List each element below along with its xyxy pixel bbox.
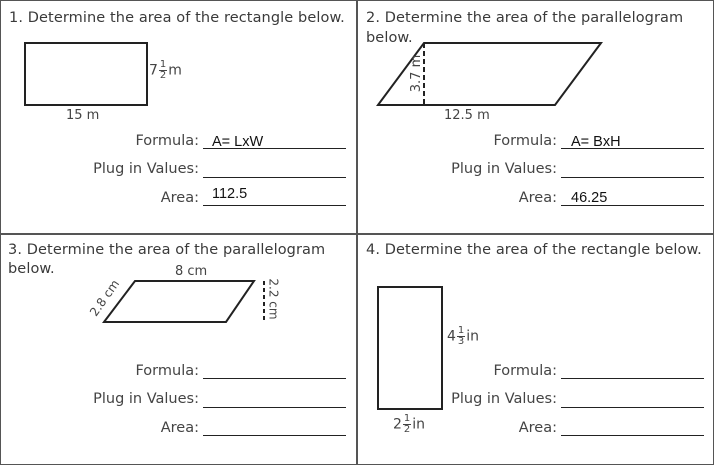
problem-3-area-label: Area: bbox=[160, 420, 199, 436]
problem-1-rectangle bbox=[25, 43, 147, 105]
problem-1-plug-blank[interactable] bbox=[203, 177, 346, 178]
problem-2-plug-label: Plug in Values: bbox=[451, 161, 557, 177]
problem-1-area-label: Area: bbox=[160, 190, 199, 206]
problem-2-formula-answer: A= BxH bbox=[571, 134, 621, 150]
problem-3-parallelogram bbox=[104, 281, 254, 322]
problem-2-question-line2: below. bbox=[366, 30, 413, 46]
problem-4-height-label: 4 $\frac{1}{3}$ in bbox=[447, 325, 480, 347]
problem-4-plug-blank[interactable] bbox=[561, 407, 704, 408]
problem-3-formula-blank[interactable] bbox=[203, 378, 346, 379]
problem-3-formula-label: Formula: bbox=[135, 363, 199, 379]
problem-3-height-label: 2.2 cm bbox=[266, 278, 281, 320]
problem-4-rectangle bbox=[378, 287, 442, 409]
problem-2-formula-label: Formula: bbox=[493, 133, 557, 149]
problem-3-area-blank[interactable] bbox=[203, 435, 346, 436]
problem-2-question-line1: 2. Determine the area of the parallelogram bbox=[366, 10, 684, 26]
problem-1-question: 1. Determine the area of the rectangle below. bbox=[9, 10, 345, 26]
problem-2-plug-blank[interactable] bbox=[561, 177, 704, 178]
problem-1-height-label: 7 $\frac{1}{2}$ m bbox=[149, 59, 182, 81]
problem-4-width-label: 2 $\frac{1}{2}$ in bbox=[393, 413, 426, 435]
problem-3-plug-label: Plug in Values: bbox=[93, 391, 199, 407]
problem-4-question: 4. Determine the area of the rectangle below. bbox=[366, 242, 702, 258]
problem-2-area-label: Area: bbox=[518, 190, 557, 206]
problem-2-height-label: 3.7 m bbox=[409, 54, 425, 93]
problem-4-area-label: Area: bbox=[518, 420, 557, 436]
problem-4-plug-label: Plug in Values: bbox=[451, 391, 557, 407]
problem-3-question-line2: below. bbox=[8, 261, 55, 277]
problem-3-base-label: 8 cm bbox=[175, 264, 208, 279]
problem-4-formula-blank[interactable] bbox=[561, 378, 704, 379]
problem-3-side-label: 2.8 cm bbox=[87, 277, 123, 319]
problem-4-area-blank[interactable] bbox=[561, 435, 704, 436]
problem-1-formula-answer: A= LxW bbox=[212, 134, 264, 150]
problem-1-area-blank[interactable] bbox=[203, 205, 346, 206]
problem-1-plug-label: Plug in Values: bbox=[93, 161, 199, 177]
problem-3-plug-blank[interactable] bbox=[203, 407, 346, 408]
problem-1-area-answer: 112.5 bbox=[212, 186, 248, 202]
problem-2-base-label: 12.5 m bbox=[444, 108, 490, 123]
problem-1-width-label: 15 m bbox=[66, 108, 100, 123]
problem-4-formula-label: Formula: bbox=[493, 363, 557, 379]
problem-1-formula-label: Formula: bbox=[135, 133, 199, 149]
problem-2-area-answer: 46.25 bbox=[571, 190, 608, 206]
problem-3-question-line1: 3. Determine the area of the parallelogram bbox=[8, 242, 326, 258]
